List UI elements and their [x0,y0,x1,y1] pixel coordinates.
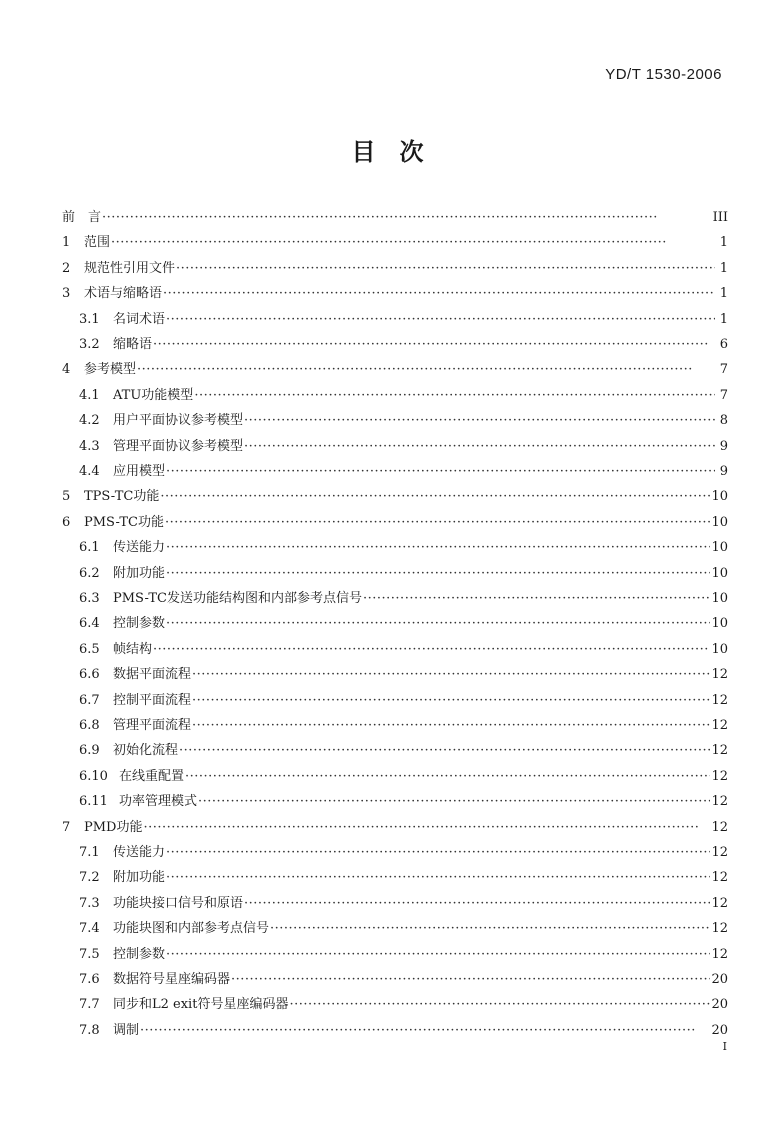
toc-entry-title: 名词术语 [113,311,166,327]
toc-entry-number: 6.10 [79,768,108,784]
toc-entry-number: 6.9 [79,743,100,759]
toc-entry-title: 同步和L2 exit符号星座编码器 [113,997,289,1013]
toc-entry-title: 用户平面协议参考模型 [113,413,244,429]
toc-entry-title: PMD功能 [84,819,143,835]
toc-entry-page: 12 [711,845,728,860]
toc-entry-page: 9 [719,464,728,479]
toc-entry-page: 10 [711,489,728,505]
toc-leader-dots [160,489,710,504]
toc-entry-number: 6.6 [79,667,100,683]
toc-entry-title: 范围 [84,235,111,251]
toc-entry [79,612,728,632]
toc-entry-page: 20 [711,972,728,987]
toc-leader-dots [179,743,710,758]
toc-entry [79,714,728,734]
toc-entry-page: 10 [711,591,728,606]
toc-leader-dots [270,921,710,936]
toc-entry [79,536,728,556]
toc-entry-title: 管理平面协议参考模型 [113,438,244,454]
toc-leader-dots [192,667,710,682]
toc-entry-number: 7.1 [79,845,100,860]
toc-entry-title: 管理平面流程 [113,718,192,733]
toc-entry-number: 7 [62,819,71,835]
toc-leader-dots [163,286,715,301]
toc-entry [79,409,728,429]
toc-entry-title: 在线重配置 [119,768,185,784]
toc-entry-page: 12 [711,692,728,708]
toc-leader-dots [192,693,710,708]
toc-title: 目 次 [351,138,424,166]
toc-entry-number: 3 [62,286,71,302]
toc-entry-number: 3.2 [79,337,100,352]
toc-entry [79,993,728,1013]
toc-entry-number: 4.2 [79,413,100,429]
toc-leader-dots [166,616,710,631]
toc-leader-dots [166,947,710,962]
toc-entry [79,765,728,785]
toc-leader-dots [166,464,715,479]
toc-entry-title: 功能块接口信号和原语 [113,895,244,911]
toc-entry-page: 10 [711,616,728,632]
toc-leader-dots [166,312,715,327]
toc-entry [79,308,728,328]
toc-entry [62,206,728,226]
toc-entry [62,257,728,277]
toc-entry [79,841,728,861]
toc-entry-number: 6.3 [79,591,100,606]
toc-entry [79,663,728,683]
toc-entry-number: 7.4 [79,921,100,937]
toc-entry [62,485,728,505]
toc-entry-page: 8 [719,413,728,429]
toc-entry-title: 功能块图和内部参考点信号 [113,921,270,937]
toc-entry-title: 前 言 [62,210,102,225]
toc-entry-number: 2 [62,260,71,276]
toc-entry [79,1019,728,1039]
toc-leader-dots [143,820,710,835]
toc-leader-dots [198,794,710,809]
toc-entry-title: 缩略语 [113,337,153,352]
toc-entry-page: 12 [711,768,728,784]
toc-entry-title: 规范性引用文件 [84,260,176,276]
toc-entry [79,917,728,937]
toc-entry-title: 应用模型 [113,464,166,479]
toc-entry-title: PMS-TC功能 [84,514,164,530]
toc-entry-page: 12 [711,870,728,886]
toc-leader-dots [166,566,710,581]
toc-entry [79,689,728,709]
toc-entry-title: 控制平面流程 [113,692,192,708]
toc-entry [79,435,728,455]
toc-leader-dots [244,896,710,911]
toc-leader-dots [153,337,715,352]
toc-entry-page: 1 [719,235,728,251]
toc-entry-number: 7.3 [79,895,100,911]
toc-leader-dots [244,439,715,454]
toc-leader-dots [289,997,710,1012]
toc-entry [79,968,728,988]
toc-entry-page: 12 [711,946,728,962]
toc-leader-dots [165,515,710,530]
toc-entry [79,384,728,404]
toc-entry-number: 7.7 [79,997,100,1013]
toc-entry-number: 3.1 [79,311,100,327]
toc-entry-title: 传送能力 [113,540,166,556]
toc-leader-dots [166,845,710,860]
toc-entry [62,231,728,251]
toc-entry-number: 4 [62,362,71,378]
toc-leader-dots [192,718,710,733]
toc-leader-dots [166,540,710,555]
toc-entry-page: 12 [711,667,728,683]
toc-entry [79,790,728,810]
toc-entry [79,333,728,353]
toc-entry-number: 6.5 [79,641,100,657]
toc-entry-number: 6.2 [79,565,100,581]
toc-entry-number: 6.4 [79,616,100,632]
toc-leader-dots [137,362,715,377]
toc-entry [79,587,728,607]
toc-entry-title: 附加功能 [113,565,166,581]
toc-entry [79,943,728,963]
toc-entry-title: ATU功能模型 [113,387,194,403]
toc-entry [79,739,728,759]
toc-leader-dots [244,413,715,428]
toc-entry-page: 12 [711,921,728,937]
toc-entry [79,562,728,582]
toc-entry-title: 初始化流程 [113,743,179,759]
toc-entry [62,282,728,302]
toc-entry-number: 1 [62,235,71,251]
toc-leader-dots [176,261,715,276]
toc-entry-page: 20 [711,1022,728,1038]
toc-entry-page: 1 [719,286,728,302]
toc-entry [79,638,728,658]
toc-entry-title: 附加功能 [113,870,166,886]
toc-entry-number: 6.7 [79,692,100,708]
toc-entry-page: 12 [711,743,728,759]
toc-entry-page: 10 [711,540,728,556]
toc-leader-dots [102,210,712,225]
toc-entry-number: 7.6 [79,972,100,987]
toc-entry-title: TPS-TC功能 [84,489,160,505]
toc-entry-title: 参考模型 [84,362,137,378]
toc-entry-page: III [712,210,728,225]
toc-entry-number: 7.8 [79,1022,100,1038]
toc-entry-page: 1 [719,311,728,327]
toc-entry-title: 功率管理模式 [119,794,198,810]
toc-entry-title: 数据符号星座编码器 [113,972,231,987]
toc-entry-number: 7.2 [79,870,100,886]
toc-leader-dots [185,769,710,784]
toc-entry-number: 7.5 [79,946,100,962]
toc-entry-title: 调制 [113,1022,140,1038]
toc-entry [62,511,728,531]
toc-entry-title: 传送能力 [113,845,166,860]
toc-leader-dots [194,388,715,403]
toc-entry-number: 5 [62,489,71,505]
toc-entry-title: 控制参数 [113,616,166,632]
toc-entry-number: 4.1 [79,387,100,403]
toc-entry [79,460,728,480]
toc-entry-number: 4.4 [79,464,100,479]
toc-entry-number: 6.11 [79,794,108,810]
toc-leader-dots [231,972,710,987]
toc-entry [79,866,728,886]
toc-entry-page: 1 [719,260,728,276]
toc-entry-page: 9 [719,438,728,454]
toc-leader-dots [111,235,715,250]
toc-entry-page: 7 [719,362,728,378]
page-number: I [722,1040,727,1053]
toc-entry-number: 6.1 [79,540,100,556]
toc-entry-title: 帧结构 [113,641,153,657]
toc-leader-dots [140,1023,710,1038]
toc-entry-page: 12 [711,718,728,733]
toc-entry [79,892,728,912]
toc-leader-dots [166,870,710,885]
toc-entry-page: 7 [719,387,728,403]
toc-entry-title: 术语与缩略语 [84,286,163,302]
toc-entry-page: 12 [711,895,728,911]
toc-entry-page: 10 [711,565,728,581]
standard-code: YD/T 1530-2006 [605,66,722,83]
toc-entry-page: 12 [711,819,728,835]
toc-leader-dots [363,591,710,606]
toc-entry-page: 20 [711,997,728,1013]
toc-entry-title: 数据平面流程 [113,667,192,683]
toc-leader-dots [153,642,710,657]
toc-entry-page: 12 [711,794,728,810]
toc-entry-page: 10 [711,514,728,530]
toc-entry [62,358,728,378]
toc-entry-page: 6 [719,337,728,352]
toc-entry-title: 控制参数 [113,946,166,962]
toc-entry-number: 6.8 [79,718,100,733]
toc-entry-title: PMS-TC发送功能结构图和内部参考点信号 [113,591,362,606]
toc-entry [62,816,728,836]
toc-entry-number: 6 [62,514,71,530]
toc-entry-number: 4.3 [79,438,100,454]
toc-entry-page: 10 [711,641,728,657]
